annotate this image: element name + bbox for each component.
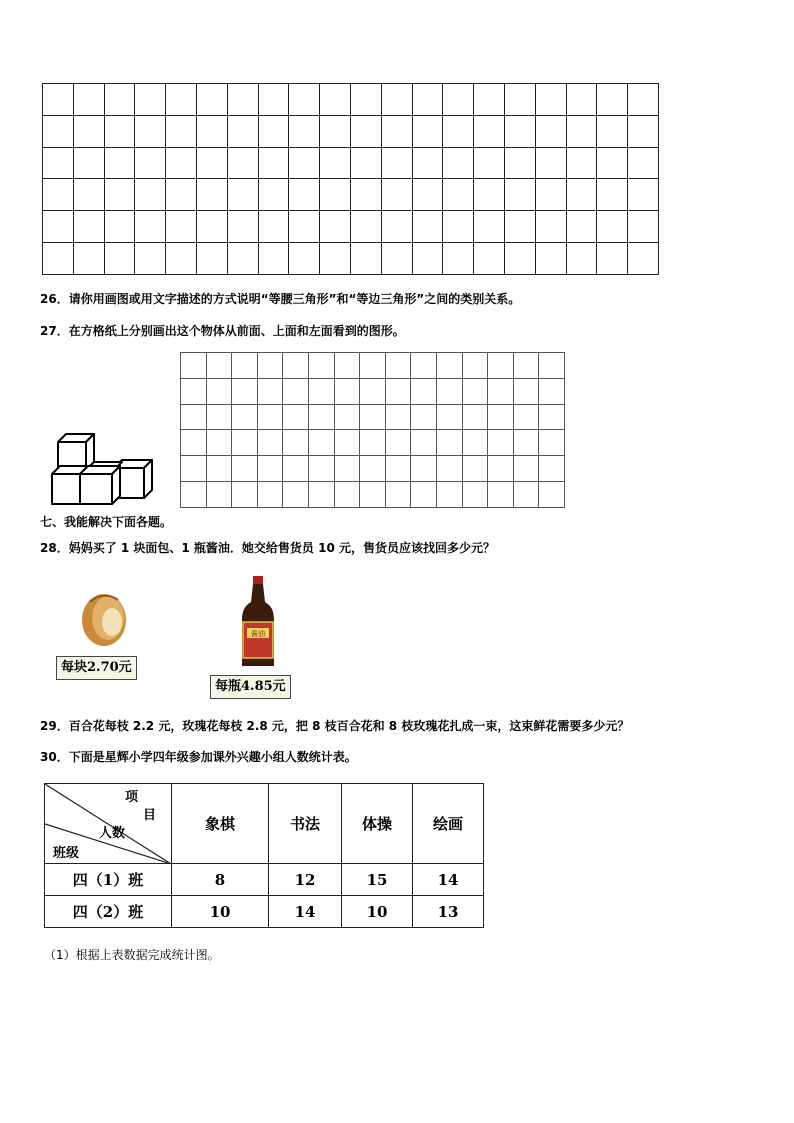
grid-cell	[196, 211, 227, 243]
grid-cell	[411, 353, 437, 379]
grid-cell	[411, 430, 437, 456]
grid-cell	[166, 179, 197, 211]
grid-cell	[43, 147, 74, 179]
soy-sauce-bottle-image	[238, 576, 278, 670]
grid-cell	[308, 353, 334, 379]
grid-cell	[443, 211, 474, 243]
column-header: 象棋	[172, 784, 269, 864]
grid-cell	[360, 430, 386, 456]
grid-cell	[360, 378, 386, 404]
grid-cell	[443, 115, 474, 147]
grid-cell	[488, 378, 514, 404]
grid-cell	[73, 179, 104, 211]
grid-cell	[474, 84, 505, 116]
grid-cell	[196, 242, 227, 274]
grid-cell	[488, 456, 514, 482]
grid-cell	[443, 179, 474, 211]
grid-cell	[462, 481, 488, 507]
grid-cell	[257, 378, 283, 404]
grid-cell	[436, 481, 462, 507]
section-7-heading: 七、我能解决下面各题。	[40, 515, 173, 529]
question-30-subpart-1: （1）根据上表数据完成统计图。	[44, 948, 220, 962]
grid-cell	[289, 115, 320, 147]
grid-cell	[597, 211, 628, 243]
grid-cell	[474, 242, 505, 274]
grid-cell	[566, 179, 597, 211]
grid-cell	[539, 378, 565, 404]
table-row	[45, 864, 484, 896]
bread-price-tag: 每块2.70元	[56, 656, 137, 680]
grid-row	[43, 115, 659, 147]
grid-cell	[381, 147, 412, 179]
grid-cell	[104, 211, 135, 243]
grid-cell	[289, 242, 320, 274]
grid-cell	[539, 481, 565, 507]
grid-cell	[196, 147, 227, 179]
grid-cell	[232, 430, 258, 456]
grid-cell	[166, 211, 197, 243]
grid-cell	[257, 353, 283, 379]
grid-cell	[535, 147, 566, 179]
grid-cell	[412, 84, 443, 116]
grid-cell	[350, 179, 381, 211]
grid-cell	[504, 242, 535, 274]
grid-cell	[385, 404, 411, 430]
grid-cell	[350, 115, 381, 147]
grid-row	[181, 481, 565, 507]
grid-cell	[181, 378, 207, 404]
grid-cell	[436, 353, 462, 379]
grid-cell	[474, 211, 505, 243]
grid-cell	[43, 84, 74, 116]
grid-row	[181, 378, 565, 404]
grid-cell	[289, 147, 320, 179]
grid-cell	[206, 430, 232, 456]
grid-cell	[628, 242, 659, 274]
grid-cell	[181, 456, 207, 482]
header-label-item2: 目	[143, 808, 157, 823]
grid-cell	[488, 430, 514, 456]
grid-row	[43, 179, 659, 211]
grid-cell	[566, 211, 597, 243]
grid-cell	[474, 115, 505, 147]
grid-cell	[135, 211, 166, 243]
grid-cell	[350, 242, 381, 274]
grid-cell	[513, 481, 539, 507]
grid-cell	[597, 242, 628, 274]
grid-cell	[474, 179, 505, 211]
grid-cell	[566, 147, 597, 179]
grid-cell	[257, 404, 283, 430]
grid-row	[181, 404, 565, 430]
grid-row	[43, 84, 659, 116]
grid-cell	[381, 84, 412, 116]
grid-cell	[334, 353, 360, 379]
column-header: 体操	[342, 784, 413, 864]
grid-cell	[412, 211, 443, 243]
grid-cell	[289, 211, 320, 243]
question-28: 28．妈妈买了 1 块面包、1 瓶酱油．她交给售货员 10 元，售货员应该找回多少元？	[40, 541, 495, 555]
grid-cell	[539, 404, 565, 430]
grid-cell	[104, 84, 135, 116]
grid-cell	[334, 481, 360, 507]
grid-cell	[43, 242, 74, 274]
grid-cell	[104, 242, 135, 274]
soy-price-tag: 每瓶4.85元	[210, 675, 291, 699]
grid-cell	[43, 115, 74, 147]
grid-cell	[462, 353, 488, 379]
answer-grid-q27	[180, 352, 565, 508]
table-cell: 12	[269, 864, 342, 896]
grid-cell	[535, 242, 566, 274]
header-label-class: 班级	[53, 846, 80, 861]
question-30: 30．下面是星辉小学四年级参加课外兴趣小组人数统计表。	[40, 750, 357, 764]
grid-cell	[334, 404, 360, 430]
grid-cell	[411, 378, 437, 404]
grid-cell	[227, 179, 258, 211]
grid-cell	[381, 242, 412, 274]
grid-row	[43, 211, 659, 243]
grid-cell	[381, 179, 412, 211]
grid-cell	[206, 456, 232, 482]
grid-cell	[504, 147, 535, 179]
grid-cell	[597, 147, 628, 179]
grid-cell	[166, 242, 197, 274]
grid-cell	[628, 211, 659, 243]
grid-cell	[232, 353, 258, 379]
grid-cell	[462, 430, 488, 456]
grid-cell	[104, 147, 135, 179]
grid-cell	[597, 115, 628, 147]
grid-cell	[196, 179, 227, 211]
grid-cell	[488, 481, 514, 507]
grid-cell	[181, 430, 207, 456]
grid-row	[181, 430, 565, 456]
grid-cell	[360, 353, 386, 379]
column-header: 书法	[269, 784, 342, 864]
table-cell: 14	[269, 896, 342, 928]
grid-cell	[258, 179, 289, 211]
grid-cell	[135, 84, 166, 116]
grid-cell	[385, 378, 411, 404]
grid-cell	[227, 147, 258, 179]
grid-cell	[385, 353, 411, 379]
grid-cell	[320, 242, 351, 274]
table-cell: 13	[413, 896, 484, 928]
grid-cell	[43, 179, 74, 211]
grid-cell	[488, 404, 514, 430]
grid-cell	[227, 211, 258, 243]
grid-cell	[412, 179, 443, 211]
soy-sauce-label: 酱油	[251, 630, 265, 638]
grid-cell	[597, 179, 628, 211]
grid-cell	[232, 456, 258, 482]
grid-cell	[196, 84, 227, 116]
grid-cell	[181, 404, 207, 430]
grid-cell	[181, 353, 207, 379]
grid-cell	[206, 404, 232, 430]
grid-cell	[258, 242, 289, 274]
grid-cell	[283, 430, 309, 456]
grid-cell	[381, 211, 412, 243]
grid-cell	[513, 430, 539, 456]
grid-cell	[535, 115, 566, 147]
grid-cell	[73, 242, 104, 274]
grid-cell	[257, 481, 283, 507]
row-class-label: 四（2）班	[45, 896, 172, 928]
grid-cell	[504, 179, 535, 211]
grid-cell	[166, 115, 197, 147]
grid-cell	[350, 84, 381, 116]
table-cell: 15	[342, 864, 413, 896]
header-label-people: 人数	[99, 826, 126, 841]
grid-cell	[385, 481, 411, 507]
grid-cell	[513, 456, 539, 482]
grid-cell	[227, 242, 258, 274]
grid-cell	[628, 179, 659, 211]
grid-cell	[539, 353, 565, 379]
answer-grid-top	[42, 83, 659, 275]
grid-cell	[436, 404, 462, 430]
grid-cell	[436, 378, 462, 404]
grid-cell	[135, 147, 166, 179]
grid-cell	[308, 430, 334, 456]
grid-cell	[462, 456, 488, 482]
grid-cell	[535, 84, 566, 116]
grid-cell	[436, 430, 462, 456]
grid-cell	[283, 481, 309, 507]
grid-cell	[135, 115, 166, 147]
grid-cell	[504, 115, 535, 147]
grid-cell	[289, 84, 320, 116]
grid-cell	[258, 211, 289, 243]
question-27: 27．在方格纸上分别画出这个物体从前面、上面和左面看到的图形。	[40, 324, 405, 338]
grid-cell	[283, 404, 309, 430]
grid-cell	[181, 481, 207, 507]
grid-cell	[411, 404, 437, 430]
column-header: 绘画	[413, 784, 484, 864]
grid-cell	[232, 404, 258, 430]
grid-cell	[258, 147, 289, 179]
grid-cell	[320, 179, 351, 211]
grid-cell	[443, 147, 474, 179]
grid-cell	[135, 179, 166, 211]
grid-cell	[443, 84, 474, 116]
grid-cell	[257, 456, 283, 482]
grid-cell	[566, 242, 597, 274]
grid-row	[181, 456, 565, 482]
grid-cell	[360, 456, 386, 482]
table-cell: 8	[172, 864, 269, 896]
grid-cell	[539, 456, 565, 482]
table-cell: 14	[413, 864, 484, 896]
table-cell: 10	[172, 896, 269, 928]
grid-cell	[283, 353, 309, 379]
grid-cell	[350, 211, 381, 243]
grid-cell	[289, 179, 320, 211]
grid-cell	[73, 147, 104, 179]
grid-cell	[104, 115, 135, 147]
grid-cell	[206, 378, 232, 404]
grid-cell	[258, 115, 289, 147]
grid-cell	[135, 242, 166, 274]
grid-cell	[628, 147, 659, 179]
grid-cell	[488, 353, 514, 379]
grid-cell	[381, 115, 412, 147]
grid-cell	[308, 481, 334, 507]
grid-cell	[513, 353, 539, 379]
cube-figure	[48, 430, 160, 506]
grid-cell	[320, 211, 351, 243]
grid-cell	[258, 84, 289, 116]
grid-cell	[257, 430, 283, 456]
grid-cell	[43, 211, 74, 243]
question-29: 29．百合花每枝 2.2 元，玫瑰花每枝 2.8 元，把 8 枝百合花和 8 枝玫瑰花扎成一束，这束鲜花需要多少元？	[40, 719, 630, 733]
grid-cell	[283, 378, 309, 404]
grid-cell	[232, 378, 258, 404]
grid-cell	[73, 84, 104, 116]
grid-cell	[443, 242, 474, 274]
grid-cell	[320, 115, 351, 147]
grid-cell	[412, 115, 443, 147]
grid-cell	[206, 353, 232, 379]
grid-cell	[385, 430, 411, 456]
grid-cell	[227, 84, 258, 116]
grid-cell	[436, 456, 462, 482]
grid-cell	[283, 456, 309, 482]
grid-cell	[539, 430, 565, 456]
grid-cell	[360, 404, 386, 430]
grid-cell	[360, 481, 386, 507]
grid-cell	[513, 378, 539, 404]
grid-cell	[504, 211, 535, 243]
grid-cell	[411, 456, 437, 482]
grid-cell	[334, 456, 360, 482]
grid-cell	[334, 378, 360, 404]
grid-cell	[227, 115, 258, 147]
table-row	[45, 896, 484, 928]
grid-cell	[597, 84, 628, 116]
table-cell: 10	[342, 896, 413, 928]
grid-cell	[385, 456, 411, 482]
grid-cell	[73, 211, 104, 243]
grid-cell	[308, 456, 334, 482]
grid-cell	[232, 481, 258, 507]
grid-cell	[334, 430, 360, 456]
grid-cell	[206, 481, 232, 507]
table-diagonal-header	[45, 784, 172, 864]
grid-cell	[73, 115, 104, 147]
grid-cell	[628, 84, 659, 116]
header-label-item1: 项	[125, 790, 139, 805]
grid-cell	[566, 84, 597, 116]
grid-row	[43, 242, 659, 274]
grid-cell	[166, 147, 197, 179]
question-26: 26．请你用画图或用文字描述的方式说明“等腰三角形”和“等边三角形”之间的类别关系。	[40, 292, 521, 306]
grid-cell	[196, 115, 227, 147]
grid-cell	[535, 179, 566, 211]
grid-cell	[513, 404, 539, 430]
row-class-label: 四（1）班	[45, 864, 172, 896]
grid-cell	[166, 84, 197, 116]
grid-cell	[462, 404, 488, 430]
grid-cell	[474, 147, 505, 179]
grid-cell	[350, 147, 381, 179]
grid-cell	[412, 147, 443, 179]
grid-cell	[504, 84, 535, 116]
grid-cell	[104, 179, 135, 211]
grid-cell	[535, 211, 566, 243]
grid-cell	[628, 115, 659, 147]
grid-cell	[320, 147, 351, 179]
grid-cell	[411, 481, 437, 507]
grid-cell	[566, 115, 597, 147]
bread-image	[78, 588, 134, 648]
grid-cell	[462, 378, 488, 404]
grid-cell	[308, 378, 334, 404]
grid-row	[43, 147, 659, 179]
grid-cell	[320, 84, 351, 116]
interest-group-table	[44, 783, 484, 928]
grid-row	[181, 353, 565, 379]
grid-cell	[412, 242, 443, 274]
grid-cell	[308, 404, 334, 430]
